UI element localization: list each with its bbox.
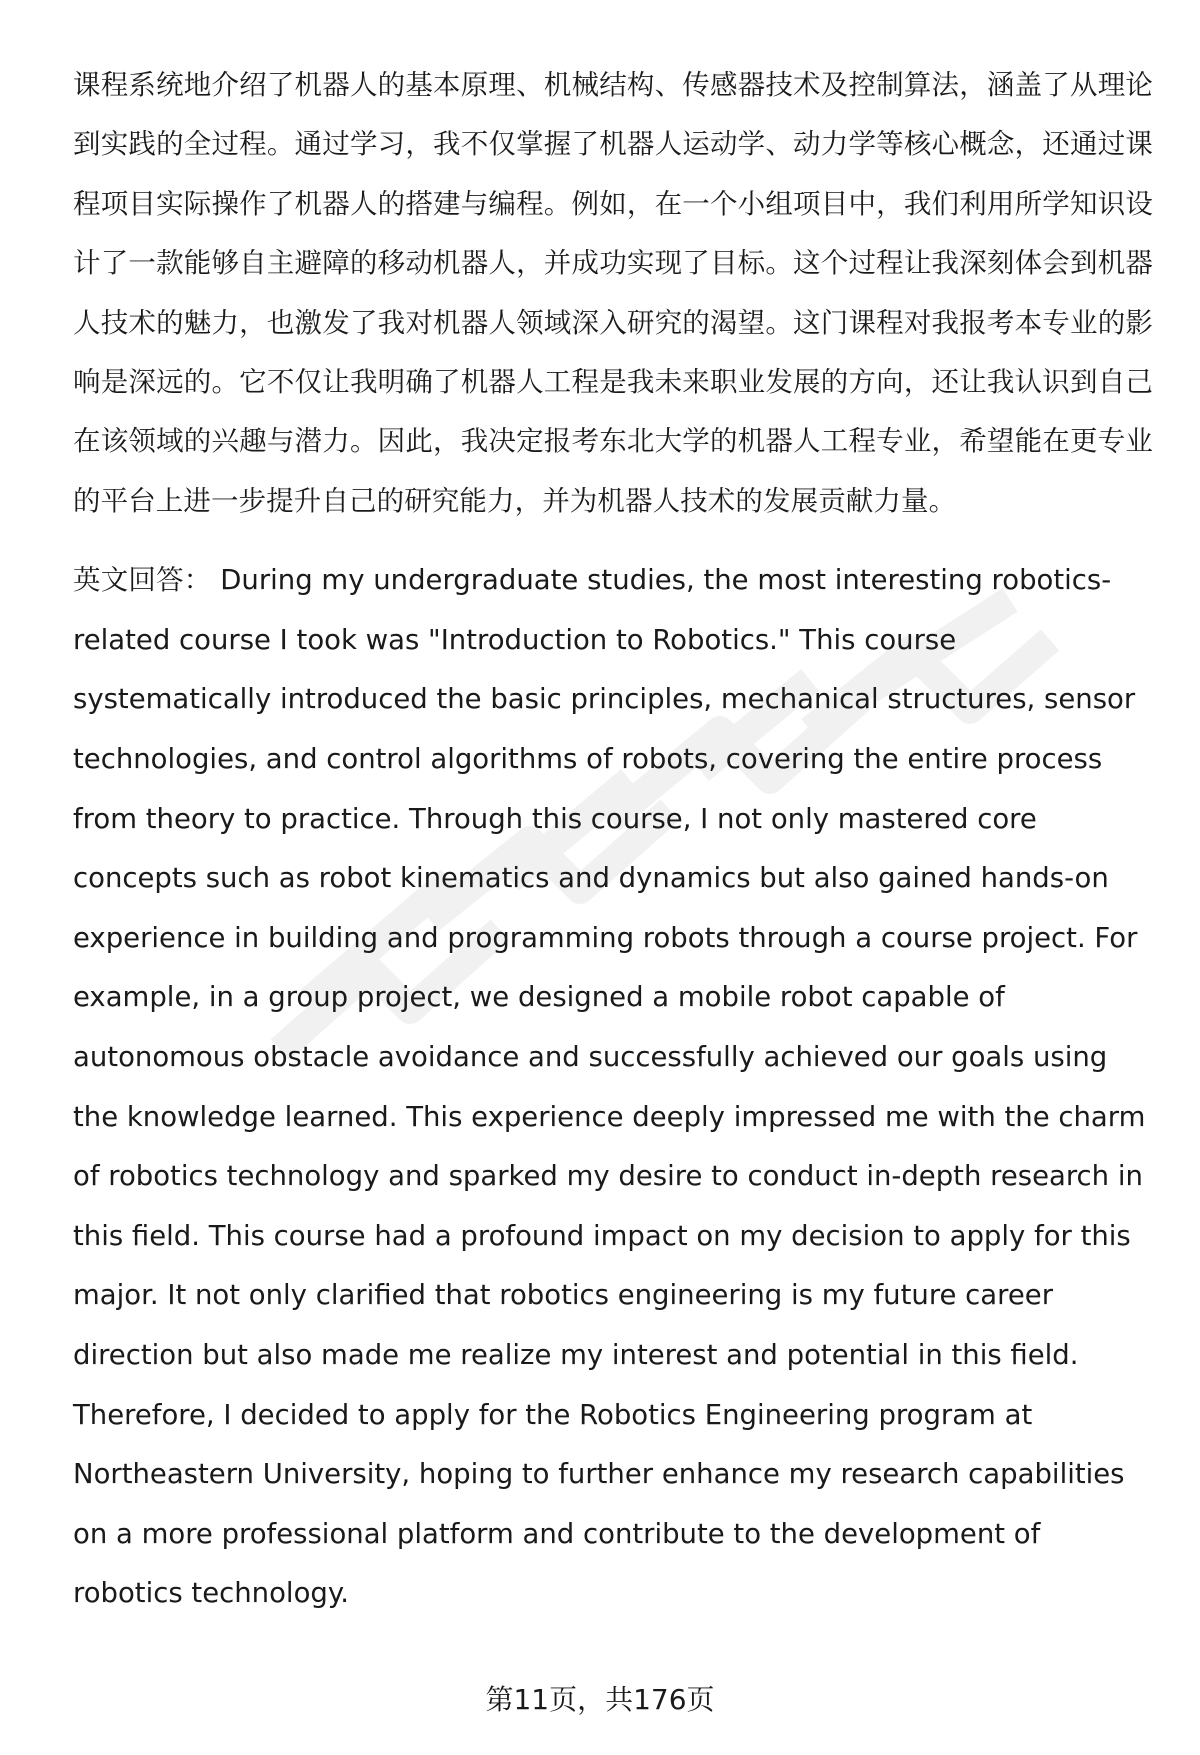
page-number-footer: 第11页，共176页 (485, 1683, 715, 1716)
english-answer-text: During my undergraduate studies, the most interesting robotics-related course I took was "Introduction to Robotics." This course systematically introduced the basic principles, mechanical structures, sensor technologies, and control algorithms of robots, covering the entire process from theory to practice. Through this course, I not only mastered core concepts such as robot kinematics and dynamics but also gained hands-on experience in building and programming robots through a course project. For example, in a group project, we designed a mobile robot capable of autonomous obstacle avoidance and successfully achieved our goals using the knowledge learned. This experience deeply impressed me with the charm of robotics technology and sparked my desire to conduct in-depth research in this field. This course had a profound impact on my decision to apply for this major. It not only clarified that robotics engineering is my future career direction but also made me realize my interest and potential in this field. Therefore, I decided to apply for the Robotics Engineering program at Northeastern University, hoping to further enhance my research capabilities on a more professional platform and contribute to the development of robotics technology. (73, 564, 1146, 1610)
english-answer-paragraph (73, 551, 1153, 1624)
document-body (73, 56, 1153, 1624)
chinese-answer-paragraph: 课程系统地介绍了机器人的基本原理、机械结构、传感器技术及控制算法，涵盖了从理论到实践的全过程。通过学习，我不仅掌握了机器人运动学、动力学等核心概念，还通过课程项目实际操作了机器人的搭建与编程。例如，在一个小组项目中，我们利用所学知识设计了一款能够自主避障的移动机器人，并成功实现了目标。这个过程让我深刻体会到机器人技术的魅力，也激发了我对机器人领域深入研究的渴望。这门课程对我报考本专业的影响是深远的。它不仅让我明确了机器人工程是我未来职业发展的方向，还让我认识到自己在该领域的兴趣与潜力。因此，我决定报考东北大学的机器人工程专业，希望能在更专业的平台上进一步提升自己的研究能力，并为机器人技术的发展贡献力量。 (73, 69, 1153, 517)
english-answer-label: 英文回答： (73, 564, 212, 597)
